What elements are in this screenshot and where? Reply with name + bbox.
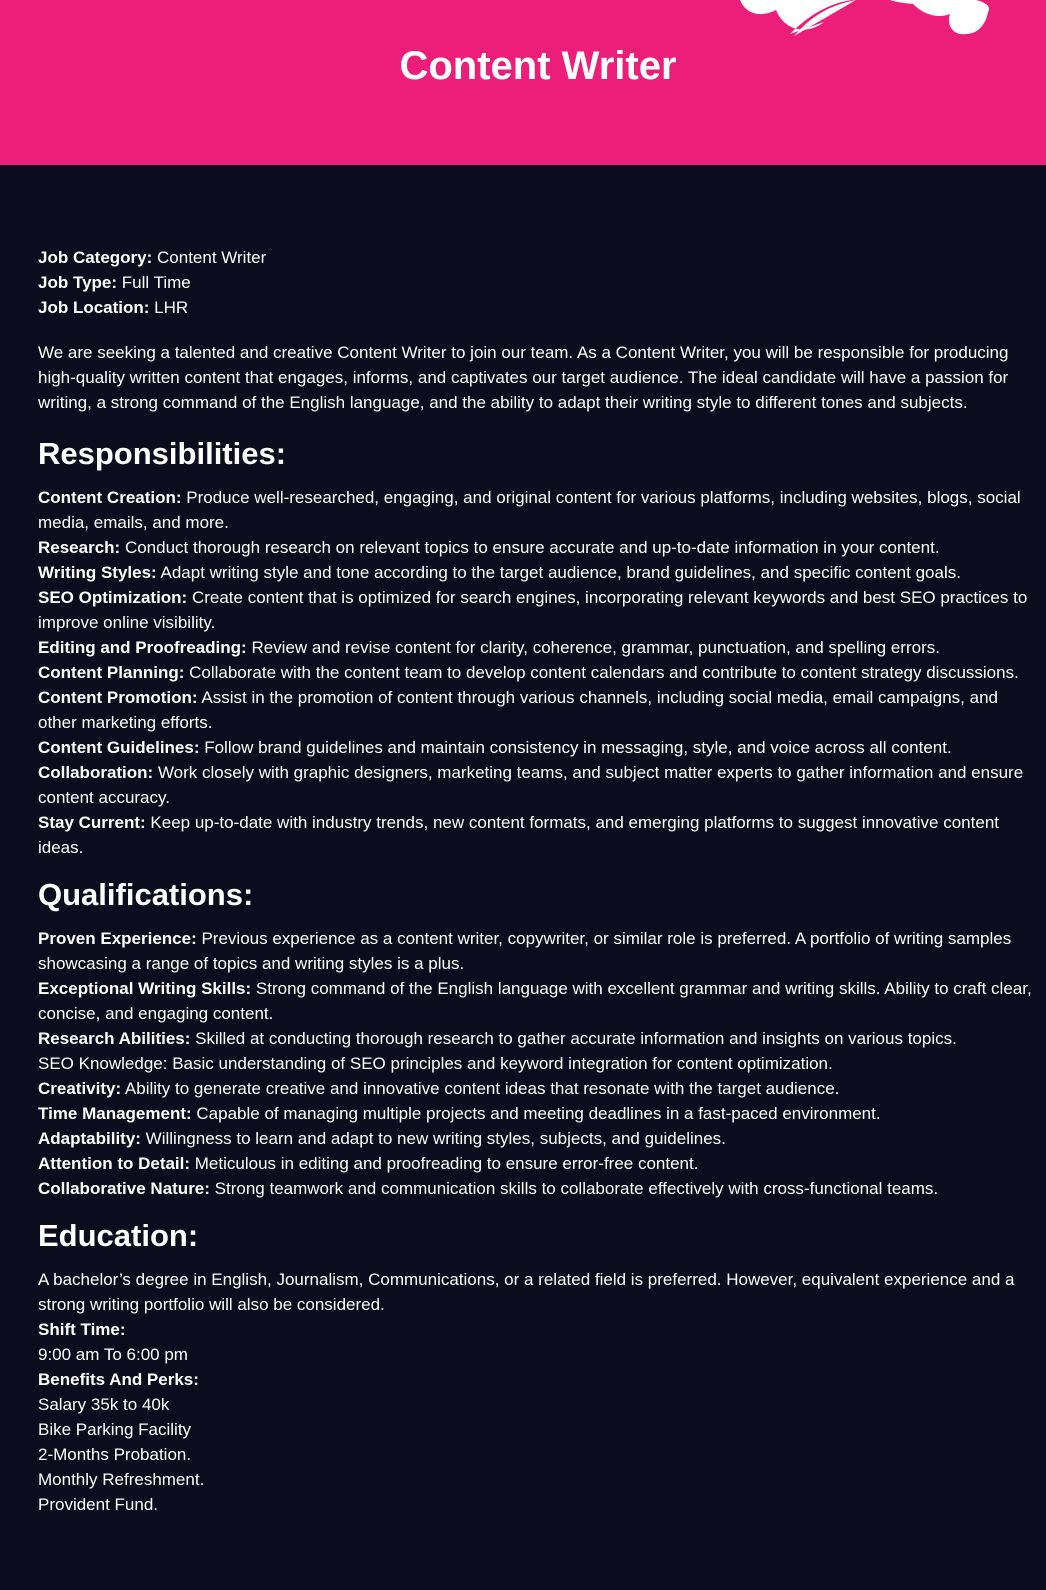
benefit-item: 2-Months Probation. — [38, 1445, 192, 1464]
benefit-item: Salary 35k to 40k — [38, 1395, 170, 1414]
list-item — [38, 1051, 1038, 1076]
education-heading: Education: — [38, 1218, 199, 1253]
item-label: Exceptional Writing Skills: — [38, 979, 252, 998]
item-text: Ability to generate creative and innovative content ideas that resonate with the target audience. — [121, 1079, 840, 1098]
item-text: Review and revise content for clarity, coherence, grammar, punctuation, and spelling errors. — [246, 638, 940, 657]
list-item — [38, 685, 1038, 735]
item-text: Assist in the promotion of content through various channels, including social media, email campaigns, and other marketing efforts. — [38, 688, 998, 732]
job-category-value: Content Writer — [152, 248, 267, 267]
qualifications-section — [38, 875, 1038, 1201]
list-item — [38, 560, 1038, 585]
list-item — [38, 485, 1038, 535]
benefits-label: Benefits And Perks: — [38, 1370, 199, 1389]
job-meta — [38, 245, 1038, 320]
list-item — [38, 535, 1038, 560]
job-location-value: LHR — [149, 298, 189, 317]
list-item — [38, 660, 1038, 685]
item-label: Collaboration: — [38, 763, 154, 782]
job-type-value: Full Time — [117, 273, 191, 292]
item-label: Creativity: — [38, 1079, 122, 1098]
item-text: Skilled at conducting thorough research to gather accurate information and insights on various topics. — [190, 1029, 957, 1048]
list-item — [38, 810, 1038, 860]
job-category — [38, 245, 1038, 270]
item-text: Keep up-to-date with industry trends, new content formats, and emerging platforms to suggest innovative content ideas. — [38, 813, 999, 857]
item-text: Capable of managing multiple projects and meeting deadlines in a fast-paced environment. — [191, 1104, 881, 1123]
job-location — [38, 295, 1038, 320]
job-location-label: Job Location: — [38, 298, 150, 317]
intro-paragraph: We are seeking a talented and creative Content Writer to join our team. As a Content Writer, you will be responsible for producing high-quality written content that engages, informs, and captivates our target audience. The ideal candidate will have a passion for writing, a strong command of the English language, and the ability to adapt their writing style to different tones and subjects. — [38, 343, 1009, 412]
item-text: Strong teamwork and communication skills to collaborate effectively with cross-functional teams. — [209, 1179, 939, 1198]
item-label: Writing Styles: — [38, 563, 157, 582]
item-text: Create content that is optimized for search engines, incorporating relevant keywords and best SEO practices to improve online visibility. — [38, 588, 1028, 632]
item-label: Content Guidelines: — [38, 738, 200, 757]
item-label: Content Promotion: — [38, 688, 198, 707]
item-label: SEO Optimization: — [38, 588, 188, 607]
shift-time-label — [38, 1317, 1038, 1342]
list-item — [38, 926, 1038, 976]
list-item — [38, 1026, 1038, 1051]
benefit-item: Provident Fund. — [38, 1495, 159, 1514]
benefits-heading — [38, 1367, 1038, 1392]
item-label: Attention to Detail: — [38, 1154, 191, 1173]
benefit-item: Monthly Refreshment. — [38, 1470, 205, 1489]
item-text: Follow brand guidelines and maintain consistency in messaging, style, and voice across all content. — [199, 738, 952, 757]
job-description — [38, 245, 1038, 1517]
item-label: Content Planning: — [38, 663, 185, 682]
item-label: Content Creation: — [38, 488, 182, 507]
education-text: A bachelor’s degree in English, Journalism, Communications, or a related field is preferred. However, equivalent experience and a strong writing portfolio will also be considered. — [38, 1270, 1015, 1314]
list-item — [38, 1126, 1038, 1151]
item-label: Research Abilities: — [38, 1029, 191, 1048]
item-text: Strong command of the English language with excellent grammar and writing skills. Ability to craft clear, concise, and engaging content. — [38, 979, 1032, 1023]
item-label: Research: — [38, 538, 121, 557]
list-item — [38, 1176, 1038, 1201]
responsibilities-heading: Responsibilities: — [38, 436, 287, 471]
item-text: Meticulous in editing and proofreading to ensure error-free content. — [190, 1154, 699, 1173]
hero-banner — [0, 0, 1046, 165]
item-text: Previous experience as a content writer, copywriter, or similar role is preferred. A portfolio of writing samples showcasing a range of topics and writing styles is a plus. — [38, 929, 1012, 973]
item-text: Adapt writing style and tone according to the target audience, brand guidelines, and specific content goals. — [156, 563, 961, 582]
job-category-label: Job Category: — [38, 248, 153, 267]
education-section — [38, 1216, 1038, 1517]
item-text: Work closely with graphic designers, marketing teams, and subject matter experts to gather information and ensure content accuracy. — [38, 763, 1024, 807]
item-label: Time Management: — [38, 1104, 192, 1123]
item-text: Produce well-researched, engaging, and original content for various platforms, including websites, blogs, social media, emails, and more. — [38, 488, 1021, 532]
item-label: Editing and Proofreading: — [38, 638, 247, 657]
page-title: Content Writer — [399, 44, 677, 88]
item-text: Conduct thorough research on relevant topics to ensure accurate and up-to-date information in your content. — [120, 538, 940, 557]
job-type — [38, 270, 1038, 295]
item-label: Proven Experience: — [38, 929, 197, 948]
list-item — [38, 1101, 1038, 1126]
item-label: Adaptability: — [38, 1129, 141, 1148]
item-text: Collaborate with the content team to develop content calendars and contribute to content strategy discussions. — [184, 663, 1019, 682]
list-item — [38, 635, 1038, 660]
qualifications-heading: Qualifications: — [38, 877, 254, 912]
item-text: SEO Knowledge: Basic understanding of SEO principles and keyword integration for content optimization. — [38, 1054, 833, 1073]
benefit-item: Bike Parking Facility — [38, 1420, 192, 1439]
list-item — [38, 585, 1038, 635]
item-text: Willingness to learn and adapt to new writing styles, subjects, and guidelines. — [140, 1129, 726, 1148]
list-item — [38, 1151, 1038, 1176]
list-item — [38, 735, 1038, 760]
list-item — [38, 976, 1038, 1026]
item-label: Stay Current: — [38, 813, 146, 832]
job-type-label: Job Type: — [38, 273, 118, 292]
shift-time-value: 9:00 am To 6:00 pm — [38, 1345, 188, 1364]
responsibilities-section — [38, 434, 1038, 860]
list-item — [38, 760, 1038, 810]
cloud-decoration-icon — [740, 0, 992, 40]
shift-label: Shift Time: — [38, 1320, 126, 1339]
list-item — [38, 1076, 1038, 1101]
item-label: Collaborative Nature: — [38, 1179, 210, 1198]
